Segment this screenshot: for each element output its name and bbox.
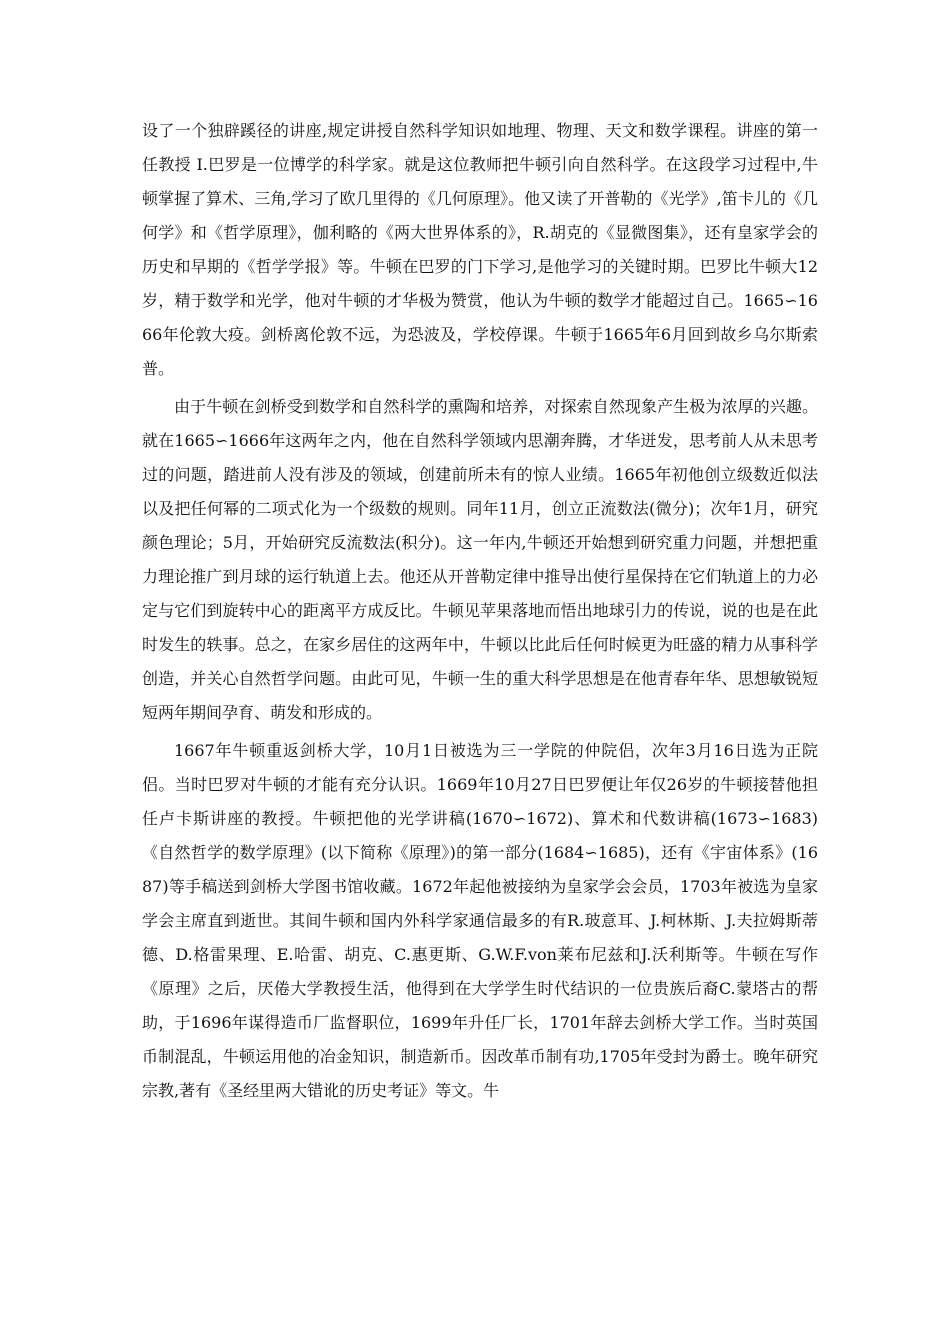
paragraph-continuation: 设了一个独辟蹊径的讲座,规定讲授自然科学知识如地理、物理、天文和数学课程。讲座的第一任教授 I.巴罗是一位博学的科学家。就是这位教师把牛顿引向自然科学。在这段学习过程中,牛顿掌握了算术、三角,学习了欧几里得的《几何原理》。他又读了开普勒的《光学》,笛卡儿的《几何学》和《哲学原理》，伽利略的《两大世界体系的》，R.胡克的《显微图集》，还有皇家学会的历史和早期的《哲学学报》等。牛顿在巴罗的门下学习,是他学习的关键时期。巴罗比牛顿大12岁，精于数学和光学，他对牛顿的才华极为赞赏，他认为牛顿的数学才能超过自己。1665∽1666年伦敦大疫。剑桥离伦敦不远，为恐波及，学校停课。牛顿于1665年6月回到故乡乌尔斯索普。 [142, 121, 818, 378]
paragraph-cambridge-influence: 由于牛顿在剑桥受到数学和自然科学的熏陶和培养，对探索自然现象产生极为浓厚的兴趣。就在1665∽1666年这两年之内，他在自然科学领域内思潮奔腾，才华迸发，思考前人从未思考过的问题，踏进前人没有涉及的领域，创建前所未有的惊人业绩。1665年初他创立级数近似法以及把任何幂的二项式化为一个级数的规则。同年11月，创立正流数法(微分)；次年1月，研究颜色理论；5月，开始研究反流数法(积分)。这一年内,牛顿还开始想到研究重力问题，并想把重力理论推广到月球的运行轨道上去。他还从开普勒定律中推导出使行星保持在它们轨道上的力必定与它们到旋转中心的距离平方成反比。牛顿见苹果落地而悟出地球引力的传说，说的也是在此时发生的轶事。总之，在家乡居住的这两年中，牛顿以比此后任何时候更为旺盛的精力从事科学创造，并关心自然哲学问题。由此可见，牛顿一生的重大科学思想是在他青春年华、思想敏锐短短两年期间孕育、萌发和形成的。 [142, 397, 818, 722]
document-page [142, 114, 818, 1112]
paragraph-return-to-cambridge: 1667年牛顿重返剑桥大学，10月1日被选为三一学院的仲院侣，次年3月16日选为正院侣。当时巴罗对牛顿的才能有充分认识。1669年10月27日巴罗便让年仅26岁的牛顿接替他担任卢卡斯讲座的教授。牛顿把他的光学讲稿(1670∽1672)、算术和代数讲稿(1673∽1683)《自然哲学的数学原理》(以下简称《原理》)的第一部分(1684∽1685)，还有《宇宙体系》(1687)等手稿送到剑桥大学图书馆收藏。1672年起他被接纳为皇家学会会员，1703年被选为皇家学会主席直到逝世。其间牛顿和国内外科学家通信最多的有R.玻意耳、J.柯林斯、J.夫拉姆斯蒂德、D.格雷果理、E.哈雷、胡克、C.惠更斯、G.W.F.von莱布尼兹和J.沃利斯等。牛顿在写作《原理》之后，厌倦大学教授生活，他得到在大学学生时代结识的一位贵族后裔C.蒙塔古的帮助，于1696年谋得造币厂监督职位，1699年升任厂长，1701年辞去剑桥大学工作。当时英国币制混乱，牛顿运用他的冶金知识，制造新币。因改革币制有功,1705年受封为爵士。晚年研究宗教,著有《圣经里两大错讹的历史考证》等文。牛 [142, 741, 818, 1100]
